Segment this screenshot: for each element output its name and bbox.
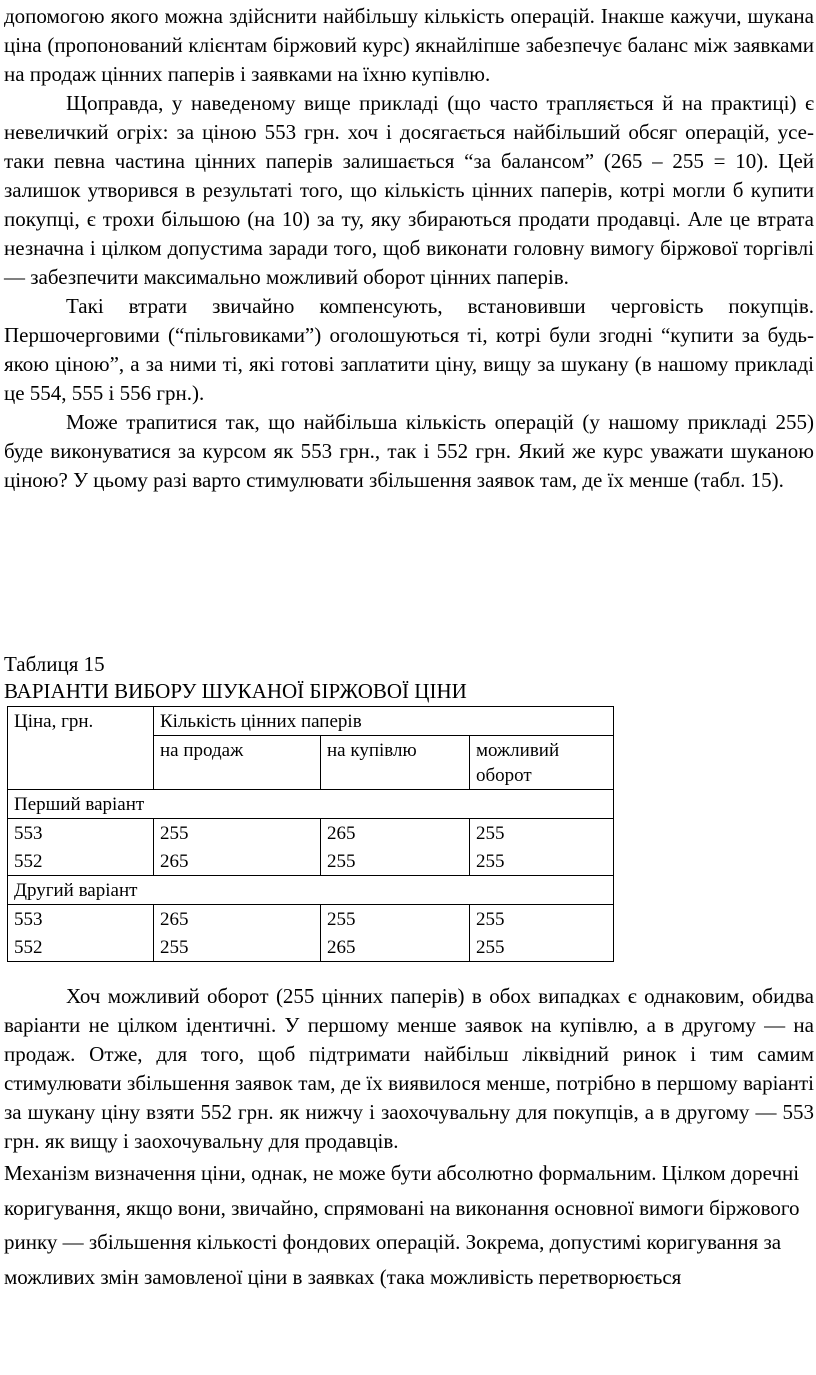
cell-price: 552 — [8, 847, 154, 876]
text-block-top — [0, 2, 816, 495]
cell-turnover: 255 — [470, 933, 614, 962]
text-block-bottom — [0, 982, 816, 1294]
variant-header-row — [8, 876, 614, 905]
table-title: ВАРІАНТИ ВИБОРУ ШУКАНОЇ БІРЖОВОЇ ЦІНИ — [4, 679, 467, 703]
table-subheader-row — [8, 736, 614, 790]
paragraph-question: Може трапитися так, що найбільша кількість операцій (у нашому прикладі 255) буде виконуватися за курсом як 553 грн., так і 552 грн. Який же курс уважати шуканою ціною? У цьому разі варто стимулювати збільшення заявок там, де їх менше (табл. 15). — [4, 410, 814, 492]
cell-price: 553 — [8, 819, 154, 848]
subheader-purchase: на купівлю — [321, 736, 470, 790]
table-row — [8, 905, 614, 934]
header-price-spacer — [8, 736, 154, 790]
cell-sale: 255 — [154, 933, 321, 962]
table-header-row — [8, 707, 614, 736]
table-row — [8, 847, 614, 876]
table-label: Таблиця 15 — [4, 652, 105, 676]
cell-purchase: 265 — [321, 933, 470, 962]
subheader-turnover: можливий оборот — [470, 736, 614, 790]
cell-sale: 265 — [154, 905, 321, 934]
cell-sale: 265 — [154, 847, 321, 876]
header-price: Ціна, грн. — [8, 707, 154, 736]
paragraph-conclusion: Хоч можливий оборот (255 цінних паперів) в обох випадках є однаковим, обидва варіанти не цілком ідентичні. У першому менше заявок на купівлю, а в другому — на продаж. Отже, для того, щоб підтримати найбільш ліквідний ринок і тим самим стимулювати збільшення заявок там, де їх виявилося менше, потрібно в першому варіанті за шукану ціну взяти 552 грн. як нижчу і заохочувальну для покупців, а в другому — 553 грн. як вищу і заохочувальну для продавців. — [4, 984, 814, 1153]
table-row — [8, 819, 614, 848]
variant2-label: Другий варіант — [8, 876, 614, 905]
paragraph-mechanism: Механізм визначення ціни, однак, не може бути абсолютно формальним. Цілком доречні коригування, якщо вони, звичайно, спрямовані на виконання основної вимоги біржового ринку — збільшення кількості фондових операцій. Зокрема, допустимі коригування за можливих змін замовленої ціни в заявках (така можливість перетворюється — [4, 1161, 800, 1289]
cell-turnover: 255 — [470, 847, 614, 876]
table-row — [8, 933, 614, 962]
cell-purchase: 255 — [321, 905, 470, 934]
cell-price: 553 — [8, 905, 154, 934]
paragraph-imbalance: Щоправда, у наведеному вище прикладі (що часто трапляється й на практиці) є невеличкий огріх: за ціною 553 грн. хоч і досягається найбільший обсяг операцій, усе-таки певна частина цінних паперів залишається “за балансом” (265 – 255 = 10). Цей залишок утворився в результаті того, що кількість цінних паперів, котрі могли б купити покупці, є трохи більшою (на 10) за ту, яку збираються продати продавці. Але це втрата незначна і цілком допустима заради того, щоб виконати головну вимогу біржової торгівлі — забезпечити максимально можливий оборот цінних паперів. — [4, 91, 814, 289]
header-quantity-group: Кількість цінних паперів — [154, 707, 614, 736]
cell-turnover: 255 — [470, 905, 614, 934]
cell-purchase: 255 — [321, 847, 470, 876]
subheader-sale: на продаж — [154, 736, 321, 790]
variant1-label: Перший варіант — [8, 790, 614, 819]
paragraph-continuation: допомогою якого можна здійснити найбільшу кількість операцій. Інакше кажучи, шукана ціна (пропонований клієнтам біржовий курс) якнайліпше забезпечує баланс між заявками на продаж цінних паперів і заявками на їхню купівлю. — [4, 4, 814, 86]
cell-sale: 255 — [154, 819, 321, 848]
cell-purchase: 265 — [321, 819, 470, 848]
price-variants-table — [7, 706, 614, 962]
cell-turnover: 255 — [470, 819, 614, 848]
variant-header-row — [8, 790, 614, 819]
paragraph-priority: Такі втрати звичайно компенсують, встановивши черговість покупців. Першочерговими (“пільговиками”) оголошуються ті, котрі були згодні “купити за будь-якою ціною”, а за ними ті, які готові заплатити ціну, вищу за шукану (в нашому прикладі це 554, 555 і 556 грн.). — [4, 294, 814, 405]
cell-price: 552 — [8, 933, 154, 962]
